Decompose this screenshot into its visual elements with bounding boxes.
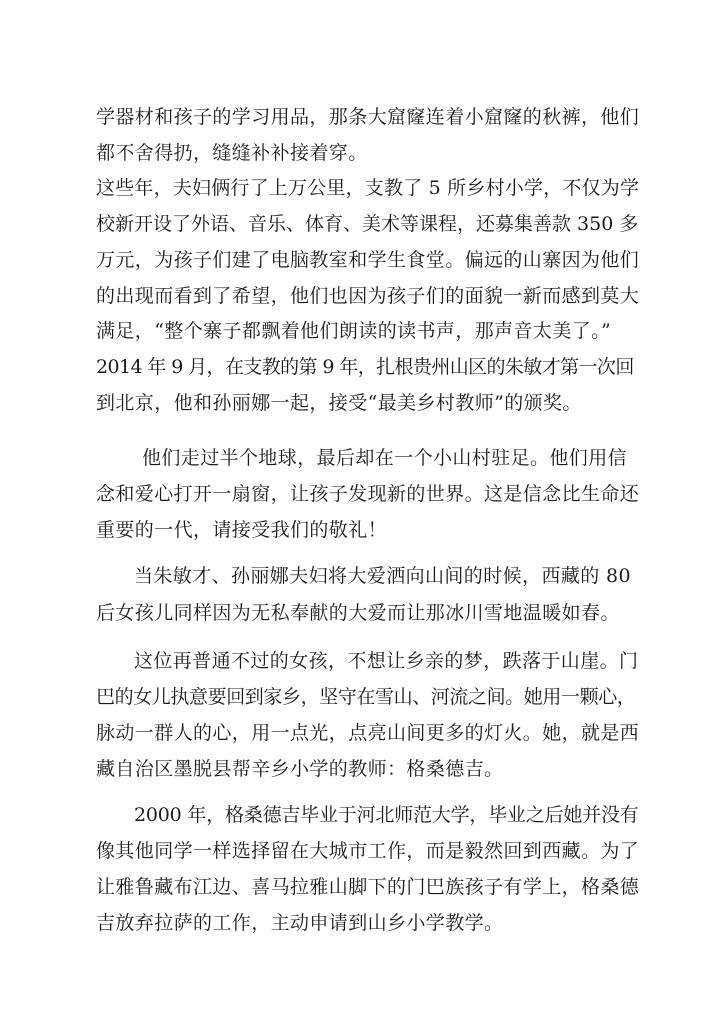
text-line: 满足，“整个寨子都飘着他们朗读的读书声，那声音太美了。”	[96, 320, 612, 342]
text-line: 2000 年，格桑德吉毕业于河北师范大学，毕业之后她并没有	[134, 804, 639, 826]
text-line: 万元，为孩子们建了电脑教室和学生食堂。偏远的山寨因为他们	[96, 249, 640, 271]
text-line: 后女孩儿同样因为无私奉献的大爱而让那冰川雪地温暖如春。	[96, 602, 620, 624]
text-line: 都不舍得扔，缝缝补补接着穿。	[96, 142, 368, 164]
text-line: 2014 年 9 月，在支教的第 9 年，扎根贵州山区的朱敏才第一次回	[96, 356, 634, 378]
text-line: 吉放弃拉萨的工作，主动申请到山乡小学教学。	[96, 912, 504, 934]
text-line: 这位再普通不过的女孩，不想让乡亲的梦，跌落于山崖。门	[134, 650, 639, 672]
text-line: 念和爱心打开一扇窗，让孩子发现新的世界。这是信念比生命还	[96, 483, 640, 505]
text-line: 的出现而看到了希望，他们也因为孩子们的面貌一新而感到莫大	[96, 285, 640, 307]
text-line: 这些年，夫妇俩行了上万公里，支教了 5 所乡村小学，不仅为学	[96, 177, 640, 199]
text-line: 脉动一群人的心，用一点光，点亮山间更多的灯火。她，就是西	[96, 722, 640, 744]
text-line: 让雅鲁藏布江边、喜马拉雅山脚下的门巴族孩子有学上，格桑德	[96, 876, 640, 898]
text-line: 重要的一代，请接受我们的敬礼！	[96, 519, 388, 541]
text-line: 像其他同学一样选择留在大城市工作，而是毅然回到西藏。为了	[96, 840, 640, 862]
text-line: 到北京，他和孙丽娜一起，接受“最美乡村教师”的颁奖。	[96, 392, 582, 414]
text-line: 他们走过半个地球，最后却在一个小山村驻足。他们用信	[142, 447, 628, 469]
text-line: 当朱敏才、孙丽娜夫妇将大爱洒向山间的时候，西藏的 80	[134, 565, 632, 587]
text-line: 校新开设了外语、音乐、体育、美术等课程，还募集善款 350 多	[96, 213, 639, 235]
text-line: 学器材和孩子的学习用品，那条大窟窿连着小窟窿的秋裤，他们	[96, 106, 640, 128]
text-line: 巴的女儿执意要回到家乡，坚守在雪山、河流之间。她用一颗心，	[96, 686, 636, 708]
text-line: 藏自治区墨脱县帮辛乡小学的教师：格桑德吉。	[96, 758, 504, 780]
